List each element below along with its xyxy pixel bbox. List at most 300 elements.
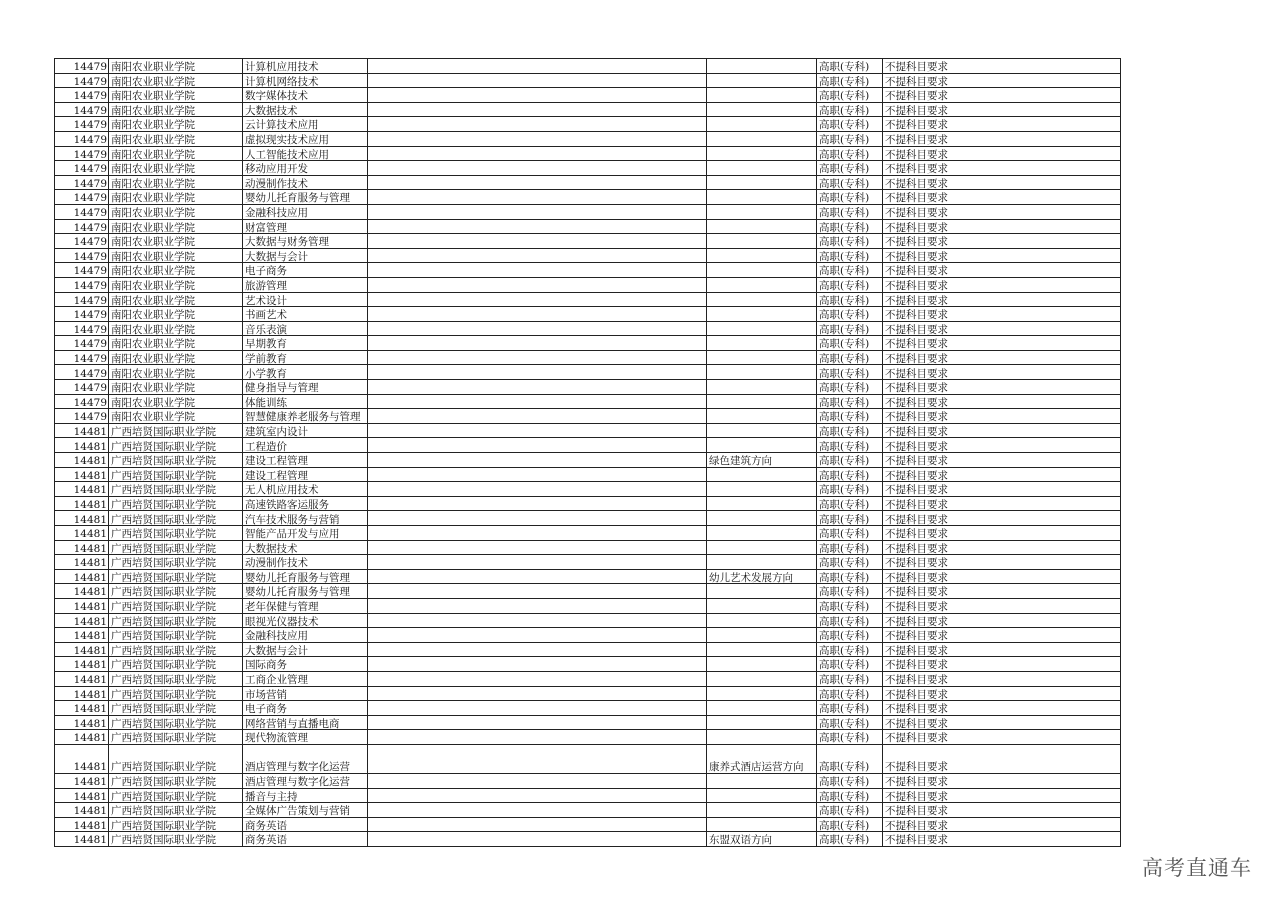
remark-cell — [368, 555, 707, 570]
subject-requirement-cell: 不提科目要求 — [883, 394, 1121, 409]
table-row — [55, 438, 1121, 453]
school-code-cell: 14479 — [55, 219, 109, 234]
remark-cell — [368, 73, 707, 88]
subject-requirement-cell: 不提科目要求 — [883, 321, 1121, 336]
remark-cell — [368, 511, 707, 526]
table-row — [55, 686, 1121, 701]
major-name-cell: 商务英语 — [243, 817, 368, 832]
school-code-cell: 14479 — [55, 175, 109, 190]
school-code-cell: 14481 — [55, 628, 109, 643]
direction-cell — [707, 540, 817, 555]
major-name-cell: 智能产品开发与应用 — [243, 526, 368, 541]
major-name-cell: 虚拟现实技术应用 — [243, 131, 368, 146]
school-code-cell: 14481 — [55, 803, 109, 818]
level-cell: 高职(专科) — [817, 832, 883, 847]
major-name-cell: 建设工程管理 — [243, 467, 368, 482]
direction-cell — [707, 773, 817, 788]
subject-requirement-cell: 不提科目要求 — [883, 657, 1121, 672]
remark-cell — [368, 467, 707, 482]
remark-cell — [368, 350, 707, 365]
direction-cell — [707, 146, 817, 161]
direction-cell — [707, 219, 817, 234]
level-cell: 高职(专科) — [817, 730, 883, 745]
school-name-cell: 广西培贤国际职业学院 — [109, 584, 243, 599]
school-code-cell: 14481 — [55, 642, 109, 657]
major-name-cell: 高速铁路客运服务 — [243, 496, 368, 511]
direction-cell — [707, 365, 817, 380]
level-cell: 高职(专科) — [817, 350, 883, 365]
direction-cell — [707, 526, 817, 541]
subject-requirement-cell: 不提科目要求 — [883, 292, 1121, 307]
level-cell: 高职(专科) — [817, 511, 883, 526]
table-row — [55, 350, 1121, 365]
level-cell: 高职(专科) — [817, 482, 883, 497]
level-cell: 高职(专科) — [817, 817, 883, 832]
remark-cell — [368, 482, 707, 497]
school-code-cell: 14481 — [55, 467, 109, 482]
remark-cell — [368, 453, 707, 468]
remark-cell — [368, 292, 707, 307]
subject-requirement-cell: 不提科目要求 — [883, 584, 1121, 599]
level-cell: 高职(专科) — [817, 773, 883, 788]
level-cell: 高职(专科) — [817, 628, 883, 643]
remark-cell — [368, 146, 707, 161]
level-cell: 高职(专科) — [817, 102, 883, 117]
table-row — [55, 730, 1121, 745]
level-cell: 高职(专科) — [817, 190, 883, 205]
direction-cell — [707, 248, 817, 263]
school-code-cell: 14479 — [55, 263, 109, 278]
school-code-cell: 14479 — [55, 365, 109, 380]
table-row — [55, 715, 1121, 730]
remark-cell — [368, 817, 707, 832]
remark-cell — [368, 263, 707, 278]
direction-cell — [707, 511, 817, 526]
subject-requirement-cell: 不提科目要求 — [883, 526, 1121, 541]
school-name-cell: 广西培贤国际职业学院 — [109, 701, 243, 716]
major-name-cell: 汽车技术服务与营销 — [243, 511, 368, 526]
school-name-cell: 广西培贤国际职业学院 — [109, 496, 243, 511]
school-name-cell: 广西培贤国际职业学院 — [109, 773, 243, 788]
table-row — [55, 598, 1121, 613]
table-row — [55, 380, 1121, 395]
major-name-cell: 电子商务 — [243, 701, 368, 716]
major-name-cell: 婴幼儿托育服务与管理 — [243, 569, 368, 584]
subject-requirement-cell: 不提科目要求 — [883, 744, 1121, 773]
major-name-cell: 音乐表演 — [243, 321, 368, 336]
school-code-cell: 14479 — [55, 234, 109, 249]
level-cell: 高职(专科) — [817, 803, 883, 818]
direction-cell — [707, 642, 817, 657]
school-name-cell: 南阳农业职业学院 — [109, 59, 243, 74]
direction-cell — [707, 394, 817, 409]
subject-requirement-cell: 不提科目要求 — [883, 438, 1121, 453]
level-cell: 高职(专科) — [817, 234, 883, 249]
major-name-cell: 人工智能技术应用 — [243, 146, 368, 161]
major-name-cell: 大数据与会计 — [243, 642, 368, 657]
major-name-cell: 数字媒体技术 — [243, 88, 368, 103]
school-code-cell: 14479 — [55, 102, 109, 117]
remark-cell — [368, 336, 707, 351]
direction-cell — [707, 292, 817, 307]
subject-requirement-cell: 不提科目要求 — [883, 540, 1121, 555]
school-name-cell: 广西培贤国际职业学院 — [109, 423, 243, 438]
table-row — [55, 394, 1121, 409]
remark-cell — [368, 671, 707, 686]
level-cell: 高职(专科) — [817, 671, 883, 686]
school-code-cell: 14481 — [55, 598, 109, 613]
school-code-cell: 14481 — [55, 438, 109, 453]
subject-requirement-cell: 不提科目要求 — [883, 555, 1121, 570]
subject-requirement-cell: 不提科目要求 — [883, 832, 1121, 847]
major-name-cell: 云计算技术应用 — [243, 117, 368, 132]
major-name-cell: 工程造价 — [243, 438, 368, 453]
school-name-cell: 南阳农业职业学院 — [109, 102, 243, 117]
school-code-cell: 14481 — [55, 555, 109, 570]
table-row — [55, 613, 1121, 628]
school-name-cell: 南阳农业职业学院 — [109, 234, 243, 249]
school-name-cell: 南阳农业职业学院 — [109, 161, 243, 176]
major-name-cell: 眼视光仪器技术 — [243, 613, 368, 628]
level-cell: 高职(专科) — [817, 569, 883, 584]
table-row — [55, 234, 1121, 249]
major-name-cell: 早期教育 — [243, 336, 368, 351]
school-name-cell: 广西培贤国际职业学院 — [109, 613, 243, 628]
direction-cell: 幼儿艺术发展方向 — [707, 569, 817, 584]
table-row — [55, 482, 1121, 497]
subject-requirement-cell: 不提科目要求 — [883, 380, 1121, 395]
school-name-cell: 广西培贤国际职业学院 — [109, 540, 243, 555]
school-name-cell: 广西培贤国际职业学院 — [109, 438, 243, 453]
table-row — [55, 59, 1121, 74]
table-row — [55, 540, 1121, 555]
subject-requirement-cell: 不提科目要求 — [883, 365, 1121, 380]
level-cell: 高职(专科) — [817, 409, 883, 424]
subject-requirement-cell: 不提科目要求 — [883, 613, 1121, 628]
school-code-cell: 14479 — [55, 394, 109, 409]
table-row — [55, 117, 1121, 132]
school-name-cell: 广西培贤国际职业学院 — [109, 817, 243, 832]
direction-cell — [707, 88, 817, 103]
level-cell: 高职(专科) — [817, 598, 883, 613]
table-row — [55, 336, 1121, 351]
table-row — [55, 832, 1121, 847]
remark-cell — [368, 365, 707, 380]
school-code-cell: 14481 — [55, 569, 109, 584]
remark-cell — [368, 642, 707, 657]
major-name-cell: 智慧健康养老服务与管理 — [243, 409, 368, 424]
school-code-cell: 14479 — [55, 131, 109, 146]
school-name-cell: 南阳农业职业学院 — [109, 248, 243, 263]
school-code-cell: 14481 — [55, 788, 109, 803]
level-cell: 高职(专科) — [817, 161, 883, 176]
school-name-cell: 南阳农业职业学院 — [109, 88, 243, 103]
subject-requirement-cell: 不提科目要求 — [883, 219, 1121, 234]
remark-cell — [368, 321, 707, 336]
direction-cell — [707, 117, 817, 132]
direction-cell — [707, 438, 817, 453]
school-name-cell: 广西培贤国际职业学院 — [109, 569, 243, 584]
table-row — [55, 773, 1121, 788]
table-row — [55, 409, 1121, 424]
table-body — [55, 59, 1121, 847]
remark-cell — [368, 438, 707, 453]
level-cell: 高职(专科) — [817, 292, 883, 307]
level-cell: 高职(专科) — [817, 175, 883, 190]
major-name-cell: 金融科技应用 — [243, 204, 368, 219]
school-code-cell: 14479 — [55, 161, 109, 176]
table-row — [55, 292, 1121, 307]
school-name-cell: 广西培贤国际职业学院 — [109, 511, 243, 526]
subject-requirement-cell: 不提科目要求 — [883, 204, 1121, 219]
major-name-cell: 财富管理 — [243, 219, 368, 234]
major-name-cell: 工商企业管理 — [243, 671, 368, 686]
subject-requirement-cell: 不提科目要求 — [883, 102, 1121, 117]
major-name-cell: 播音与主持 — [243, 788, 368, 803]
subject-requirement-cell: 不提科目要求 — [883, 628, 1121, 643]
level-cell: 高职(专科) — [817, 380, 883, 395]
table-row — [55, 453, 1121, 468]
major-name-cell: 市场营销 — [243, 686, 368, 701]
school-code-cell: 14479 — [55, 248, 109, 263]
school-name-cell: 广西培贤国际职业学院 — [109, 598, 243, 613]
level-cell: 高职(专科) — [817, 788, 883, 803]
remark-cell — [368, 380, 707, 395]
table-row — [55, 817, 1121, 832]
school-name-cell: 南阳农业职业学院 — [109, 336, 243, 351]
major-name-cell: 酒店管理与数字化运营 — [243, 773, 368, 788]
level-cell: 高职(专科) — [817, 438, 883, 453]
table-row — [55, 788, 1121, 803]
school-name-cell: 广西培贤国际职业学院 — [109, 642, 243, 657]
level-cell: 高职(专科) — [817, 467, 883, 482]
school-name-cell: 南阳农业职业学院 — [109, 350, 243, 365]
level-cell: 高职(专科) — [817, 453, 883, 468]
major-name-cell: 酒店管理与数字化运营 — [243, 744, 368, 773]
major-name-cell: 学前教育 — [243, 350, 368, 365]
major-name-cell: 计算机应用技术 — [243, 59, 368, 74]
school-name-cell: 广西培贤国际职业学院 — [109, 686, 243, 701]
major-name-cell: 老年保健与管理 — [243, 598, 368, 613]
school-code-cell: 14481 — [55, 496, 109, 511]
level-cell: 高职(专科) — [817, 117, 883, 132]
table-row — [55, 496, 1121, 511]
major-name-cell: 大数据技术 — [243, 540, 368, 555]
major-name-cell: 大数据技术 — [243, 102, 368, 117]
school-name-cell: 南阳农业职业学院 — [109, 321, 243, 336]
table-row — [55, 307, 1121, 322]
school-code-cell: 14481 — [55, 584, 109, 599]
direction-cell — [707, 584, 817, 599]
level-cell: 高职(专科) — [817, 365, 883, 380]
subject-requirement-cell: 不提科目要求 — [883, 190, 1121, 205]
school-name-cell: 南阳农业职业学院 — [109, 190, 243, 205]
direction-cell — [707, 686, 817, 701]
table-row — [55, 569, 1121, 584]
school-code-cell: 14481 — [55, 657, 109, 672]
remark-cell — [368, 277, 707, 292]
subject-requirement-cell: 不提科目要求 — [883, 715, 1121, 730]
direction-cell: 康养式酒店运营方向 — [707, 744, 817, 773]
school-code-cell: 14481 — [55, 730, 109, 745]
remark-cell — [368, 88, 707, 103]
direction-cell — [707, 730, 817, 745]
subject-requirement-cell: 不提科目要求 — [883, 496, 1121, 511]
school-code-cell: 14481 — [55, 453, 109, 468]
direction-cell — [707, 496, 817, 511]
remark-cell — [368, 540, 707, 555]
subject-requirement-cell: 不提科目要求 — [883, 511, 1121, 526]
table-row — [55, 423, 1121, 438]
table-row — [55, 671, 1121, 686]
school-name-cell: 广西培贤国际职业学院 — [109, 526, 243, 541]
subject-requirement-cell: 不提科目要求 — [883, 788, 1121, 803]
table-row — [55, 263, 1121, 278]
major-name-cell: 大数据与会计 — [243, 248, 368, 263]
remark-cell — [368, 394, 707, 409]
subject-requirement-cell: 不提科目要求 — [883, 701, 1121, 716]
school-name-cell: 广西培贤国际职业学院 — [109, 555, 243, 570]
subject-requirement-cell: 不提科目要求 — [883, 234, 1121, 249]
major-name-cell: 健身指导与管理 — [243, 380, 368, 395]
major-name-cell: 书画艺术 — [243, 307, 368, 322]
subject-requirement-cell: 不提科目要求 — [883, 175, 1121, 190]
direction-cell — [707, 701, 817, 716]
remark-cell — [368, 204, 707, 219]
table-row — [55, 131, 1121, 146]
direction-cell — [707, 613, 817, 628]
remark-cell — [368, 102, 707, 117]
major-name-cell: 大数据与财务管理 — [243, 234, 368, 249]
school-name-cell: 广西培贤国际职业学院 — [109, 715, 243, 730]
direction-cell — [707, 131, 817, 146]
direction-cell — [707, 102, 817, 117]
school-code-cell: 14481 — [55, 773, 109, 788]
major-name-cell: 旅游管理 — [243, 277, 368, 292]
table-row — [55, 744, 1121, 773]
school-code-cell: 14481 — [55, 423, 109, 438]
subject-requirement-cell: 不提科目要求 — [883, 409, 1121, 424]
direction-cell — [707, 555, 817, 570]
level-cell: 高职(专科) — [817, 584, 883, 599]
level-cell: 高职(专科) — [817, 613, 883, 628]
school-name-cell: 广西培贤国际职业学院 — [109, 730, 243, 745]
major-name-cell: 小学教育 — [243, 365, 368, 380]
school-name-cell: 广西培贤国际职业学院 — [109, 482, 243, 497]
school-name-cell: 南阳农业职业学院 — [109, 204, 243, 219]
school-name-cell: 南阳农业职业学院 — [109, 73, 243, 88]
remark-cell — [368, 234, 707, 249]
remark-cell — [368, 569, 707, 584]
direction-cell — [707, 59, 817, 74]
remark-cell — [368, 248, 707, 263]
school-name-cell: 南阳农业职业学院 — [109, 365, 243, 380]
school-name-cell: 广西培贤国际职业学院 — [109, 467, 243, 482]
level-cell: 高职(专科) — [817, 715, 883, 730]
level-cell: 高职(专科) — [817, 701, 883, 716]
table-row — [55, 511, 1121, 526]
major-name-cell: 网络营销与直播电商 — [243, 715, 368, 730]
level-cell: 高职(专科) — [817, 59, 883, 74]
remark-cell — [368, 409, 707, 424]
remark-cell — [368, 161, 707, 176]
subject-requirement-cell: 不提科目要求 — [883, 307, 1121, 322]
remark-cell — [368, 175, 707, 190]
remark-cell — [368, 686, 707, 701]
major-name-cell: 现代物流管理 — [243, 730, 368, 745]
remark-cell — [368, 307, 707, 322]
remark-cell — [368, 715, 707, 730]
major-name-cell: 电子商务 — [243, 263, 368, 278]
subject-requirement-cell: 不提科目要求 — [883, 686, 1121, 701]
school-code-cell: 14479 — [55, 292, 109, 307]
subject-requirement-cell: 不提科目要求 — [883, 817, 1121, 832]
remark-cell — [368, 744, 707, 773]
level-cell: 高职(专科) — [817, 657, 883, 672]
direction-cell — [707, 467, 817, 482]
school-code-cell: 14481 — [55, 686, 109, 701]
school-name-cell: 广西培贤国际职业学院 — [109, 671, 243, 686]
school-code-cell: 14479 — [55, 380, 109, 395]
level-cell: 高职(专科) — [817, 321, 883, 336]
level-cell: 高职(专科) — [817, 540, 883, 555]
level-cell: 高职(专科) — [817, 642, 883, 657]
school-code-cell: 14481 — [55, 482, 109, 497]
remark-cell — [368, 219, 707, 234]
level-cell: 高职(专科) — [817, 146, 883, 161]
school-code-cell: 14481 — [55, 817, 109, 832]
direction-cell — [707, 671, 817, 686]
direction-cell — [707, 161, 817, 176]
level-cell: 高职(专科) — [817, 555, 883, 570]
table-row — [55, 248, 1121, 263]
direction-cell — [707, 817, 817, 832]
school-code-cell: 14481 — [55, 715, 109, 730]
school-name-cell: 广西培贤国际职业学院 — [109, 832, 243, 847]
subject-requirement-cell: 不提科目要求 — [883, 146, 1121, 161]
school-code-cell: 14481 — [55, 671, 109, 686]
subject-requirement-cell: 不提科目要求 — [883, 453, 1121, 468]
level-cell: 高职(专科) — [817, 686, 883, 701]
direction-cell — [707, 657, 817, 672]
school-code-cell: 14481 — [55, 511, 109, 526]
table-row — [55, 803, 1121, 818]
remark-cell — [368, 131, 707, 146]
remark-cell — [368, 832, 707, 847]
direction-cell — [707, 788, 817, 803]
direction-cell — [707, 204, 817, 219]
subject-requirement-cell: 不提科目要求 — [883, 423, 1121, 438]
level-cell: 高职(专科) — [817, 73, 883, 88]
level-cell: 高职(专科) — [817, 219, 883, 234]
subject-requirement-cell: 不提科目要求 — [883, 263, 1121, 278]
direction-cell — [707, 482, 817, 497]
school-code-cell: 14479 — [55, 277, 109, 292]
table-row — [55, 73, 1121, 88]
subject-requirement-cell: 不提科目要求 — [883, 569, 1121, 584]
major-name-cell: 婴幼儿托育服务与管理 — [243, 584, 368, 599]
subject-requirement-cell: 不提科目要求 — [883, 248, 1121, 263]
school-code-cell: 14479 — [55, 59, 109, 74]
school-code-cell: 14481 — [55, 526, 109, 541]
subject-requirement-cell: 不提科目要求 — [883, 88, 1121, 103]
school-name-cell: 广西培贤国际职业学院 — [109, 628, 243, 643]
table-row — [55, 555, 1121, 570]
table-row — [55, 365, 1121, 380]
subject-requirement-cell: 不提科目要求 — [883, 671, 1121, 686]
school-name-cell: 南阳农业职业学院 — [109, 394, 243, 409]
remark-cell — [368, 788, 707, 803]
